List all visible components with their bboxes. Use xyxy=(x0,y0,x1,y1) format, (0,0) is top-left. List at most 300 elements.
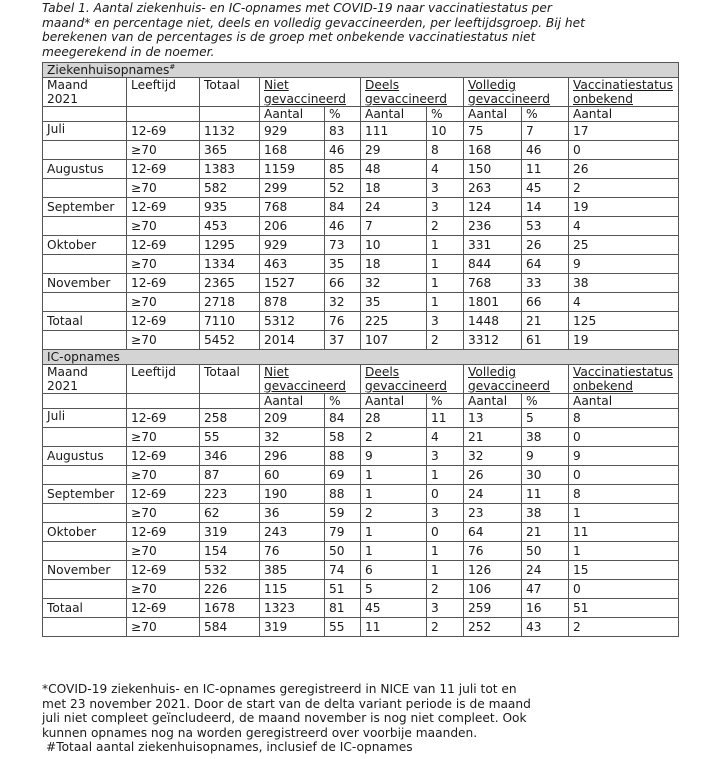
cell-leeftijd: ≥70 xyxy=(127,580,200,599)
header-leeftijd-text: Leeftijd xyxy=(131,78,176,92)
cell-totaal: 2365 xyxy=(200,274,260,293)
cell-deels-aantal: 24 xyxy=(361,198,427,217)
cell-volledig-aantal: 26 xyxy=(464,466,522,485)
cell-deels-pct: 1 xyxy=(427,561,464,580)
header-totaal-text: Totaal xyxy=(204,78,240,92)
cell-niet-pct: 35 xyxy=(325,255,361,274)
header-maand xyxy=(43,365,127,394)
subheader-empty xyxy=(200,107,260,122)
section-title-text: IC-opnames xyxy=(47,350,120,364)
cell-volledig-pct: 47 xyxy=(522,580,569,599)
cell-totaal: 532 xyxy=(200,561,260,580)
cell-deels-aantal: 35 xyxy=(361,293,427,312)
cell-deels-aantal: 2 xyxy=(361,504,427,523)
section-title-row xyxy=(43,350,679,365)
cell-totaal: 62 xyxy=(200,504,260,523)
subheader-percentage: % xyxy=(522,107,569,122)
cell-niet-aantal: 463 xyxy=(260,255,325,274)
cell-volledig-pct: 7 xyxy=(522,122,569,141)
table-row xyxy=(43,466,679,485)
cell-totaal: 2718 xyxy=(200,293,260,312)
subheader-row xyxy=(43,107,679,122)
cell-niet-pct: 55 xyxy=(325,618,361,637)
cell-niet-aantal: 1527 xyxy=(260,274,325,293)
cell-deels-pct: 1 xyxy=(427,466,464,485)
subheader-aantal: Aantal xyxy=(569,107,679,122)
cell-totaal: 87 xyxy=(200,466,260,485)
cell-niet-aantal: 929 xyxy=(260,236,325,255)
cell-volledig-aantal: 21 xyxy=(464,428,522,447)
cell-leeftijd: ≥70 xyxy=(127,466,200,485)
cell-deels-aantal: 225 xyxy=(361,312,427,331)
cell-volledig-aantal: 236 xyxy=(464,217,522,236)
cell-maand: September xyxy=(43,198,127,217)
cell-deels-pct: 2 xyxy=(427,331,464,350)
cell-niet-pct: 76 xyxy=(325,312,361,331)
cell-niet-pct: 32 xyxy=(325,293,361,312)
cell-deels-pct: 1 xyxy=(427,542,464,561)
cell-leeftijd: ≥70 xyxy=(127,542,200,561)
cell-leeftijd: ≥70 xyxy=(127,428,200,447)
header-volledig-gevaccineerd-text: Volledig gevaccineerd xyxy=(468,78,550,106)
cell-volledig-aantal: 331 xyxy=(464,236,522,255)
table-row xyxy=(43,312,679,331)
cell-deels-pct: 3 xyxy=(427,599,464,618)
cell-deels-pct: 11 xyxy=(427,409,464,428)
cell-deels-pct: 3 xyxy=(427,198,464,217)
cell-maand: Totaal xyxy=(43,599,127,618)
cell-volledig-aantal: 3312 xyxy=(464,331,522,350)
cell-volledig-pct: 53 xyxy=(522,217,569,236)
cell-niet-aantal: 60 xyxy=(260,466,325,485)
cell-leeftijd: 12-69 xyxy=(127,409,200,428)
cell-volledig-aantal: 23 xyxy=(464,504,522,523)
cell-volledig-pct: 21 xyxy=(522,312,569,331)
cell-onbekend-aantal: 1 xyxy=(569,542,679,561)
cell-deels-aantal: 1 xyxy=(361,485,427,504)
cell-onbekend-aantal: 51 xyxy=(569,599,679,618)
cell-deels-pct: 3 xyxy=(427,312,464,331)
cell-leeftijd: ≥70 xyxy=(127,141,200,160)
cell-maand: Augustus xyxy=(43,447,127,466)
cell-leeftijd: ≥70 xyxy=(127,504,200,523)
cell-maand xyxy=(43,217,127,236)
header-deels-gevaccineerd xyxy=(361,78,464,107)
cell-niet-pct: 88 xyxy=(325,447,361,466)
cell-onbekend-aantal: 0 xyxy=(569,428,679,447)
cell-deels-aantal: 32 xyxy=(361,274,427,293)
cell-volledig-aantal: 168 xyxy=(464,141,522,160)
cell-onbekend-aantal: 26 xyxy=(569,160,679,179)
cell-deels-pct: 3 xyxy=(427,504,464,523)
header-maand-text: Maand 2021 xyxy=(47,78,88,106)
cell-maand: Oktober xyxy=(43,523,127,542)
cell-volledig-aantal: 1801 xyxy=(464,293,522,312)
cell-onbekend-aantal: 125 xyxy=(569,312,679,331)
cell-deels-aantal: 1 xyxy=(361,542,427,561)
cell-onbekend-aantal: 8 xyxy=(569,485,679,504)
header-vaccinatiestatus-onbekend xyxy=(569,365,679,394)
cell-totaal: 154 xyxy=(200,542,260,561)
cell-deels-aantal: 9 xyxy=(361,447,427,466)
cell-onbekend-aantal: 11 xyxy=(569,523,679,542)
subheader-percentage: % xyxy=(427,107,464,122)
cell-volledig-pct: 64 xyxy=(522,255,569,274)
cell-deels-aantal: 29 xyxy=(361,141,427,160)
cell-maand xyxy=(43,141,127,160)
cell-deels-aantal: 28 xyxy=(361,409,427,428)
cell-volledig-pct: 11 xyxy=(522,485,569,504)
cell-onbekend-aantal: 2 xyxy=(569,618,679,637)
cell-deels-pct: 1 xyxy=(427,236,464,255)
cell-niet-pct: 51 xyxy=(325,580,361,599)
cell-volledig-aantal: 259 xyxy=(464,599,522,618)
cell-onbekend-aantal: 38 xyxy=(569,274,679,293)
cell-niet-aantal: 168 xyxy=(260,141,325,160)
cell-deels-pct: 8 xyxy=(427,141,464,160)
cell-niet-aantal: 36 xyxy=(260,504,325,523)
cell-niet-pct: 58 xyxy=(325,428,361,447)
cell-deels-pct: 2 xyxy=(427,618,464,637)
cell-onbekend-aantal: 0 xyxy=(569,466,679,485)
cell-niet-pct: 83 xyxy=(325,122,361,141)
cell-niet-aantal: 190 xyxy=(260,485,325,504)
cell-volledig-pct: 38 xyxy=(522,504,569,523)
cell-totaal: 1383 xyxy=(200,160,260,179)
cell-leeftijd: 12-69 xyxy=(127,599,200,618)
cell-leeftijd: 12-69 xyxy=(127,523,200,542)
cell-deels-pct: 1 xyxy=(427,274,464,293)
cell-totaal: 55 xyxy=(200,428,260,447)
cell-niet-pct: 50 xyxy=(325,542,361,561)
cell-volledig-pct: 61 xyxy=(522,331,569,350)
cell-onbekend-aantal: 4 xyxy=(569,293,679,312)
cell-niet-pct: 46 xyxy=(325,141,361,160)
cell-volledig-pct: 38 xyxy=(522,428,569,447)
table-caption: Tabel 1. Aantal ziekenhuis- en IC-opnames met COVID-19 naar vaccinatiestatus per maand* en percentage niet, deels en volledig gevaccineerden, per leeftijdsgroep. Bij het berekenen van de percentages is de groep met onbekende vaccinatiestatus niet meegerekend in de noemer. xyxy=(42,1,585,59)
cell-niet-aantal: 385 xyxy=(260,561,325,580)
table-row xyxy=(43,428,679,447)
cell-volledig-pct: 5 xyxy=(522,409,569,428)
table-row xyxy=(43,293,679,312)
cell-volledig-pct: 30 xyxy=(522,466,569,485)
table-row xyxy=(43,179,679,198)
cell-deels-pct: 4 xyxy=(427,160,464,179)
cell-volledig-aantal: 75 xyxy=(464,122,522,141)
cell-maand: Totaal xyxy=(43,312,127,331)
cell-deels-aantal: 2 xyxy=(361,428,427,447)
cell-volledig-pct: 50 xyxy=(522,542,569,561)
cell-leeftijd: ≥70 xyxy=(127,179,200,198)
cell-niet-pct: 84 xyxy=(325,409,361,428)
table-row xyxy=(43,580,679,599)
subheader-empty xyxy=(200,394,260,409)
table-row xyxy=(43,618,679,637)
cell-volledig-pct: 26 xyxy=(522,236,569,255)
subheader-row xyxy=(43,394,679,409)
header-volledig-gevaccineerd xyxy=(464,78,569,107)
cell-totaal: 223 xyxy=(200,485,260,504)
cell-totaal: 5452 xyxy=(200,331,260,350)
cell-maand xyxy=(43,428,127,447)
cell-volledig-pct: 45 xyxy=(522,179,569,198)
cell-volledig-pct: 16 xyxy=(522,599,569,618)
cell-totaal: 226 xyxy=(200,580,260,599)
cell-totaal: 1132 xyxy=(200,122,260,141)
cell-totaal: 584 xyxy=(200,618,260,637)
header-maand-text: Maand 2021 xyxy=(47,365,88,393)
table-row xyxy=(43,331,679,350)
table-row xyxy=(43,160,679,179)
cell-volledig-aantal: 263 xyxy=(464,179,522,198)
cell-onbekend-aantal: 1 xyxy=(569,504,679,523)
cell-onbekend-aantal: 4 xyxy=(569,217,679,236)
table-row xyxy=(43,447,679,466)
cell-totaal: 258 xyxy=(200,409,260,428)
cell-niet-pct: 73 xyxy=(325,236,361,255)
cell-volledig-aantal: 76 xyxy=(464,542,522,561)
cell-deels-aantal: 111 xyxy=(361,122,427,141)
cell-onbekend-aantal: 8 xyxy=(569,409,679,428)
cell-volledig-aantal: 13 xyxy=(464,409,522,428)
cell-niet-aantal: 768 xyxy=(260,198,325,217)
cell-volledig-aantal: 64 xyxy=(464,523,522,542)
cell-deels-aantal: 11 xyxy=(361,618,427,637)
header-niet-gevaccineerd xyxy=(260,78,361,107)
cell-leeftijd: 12-69 xyxy=(127,236,200,255)
subheader-empty xyxy=(127,394,200,409)
cell-deels-aantal: 1 xyxy=(361,466,427,485)
section-title-mark: # xyxy=(169,62,176,71)
cell-totaal: 1295 xyxy=(200,236,260,255)
cell-deels-aantal: 10 xyxy=(361,236,427,255)
subheader-percentage: % xyxy=(427,394,464,409)
cell-volledig-aantal: 768 xyxy=(464,274,522,293)
cell-maand: Augustus xyxy=(43,160,127,179)
cell-totaal: 1678 xyxy=(200,599,260,618)
cell-volledig-aantal: 1448 xyxy=(464,312,522,331)
subheader-empty xyxy=(43,394,127,409)
cell-niet-pct: 69 xyxy=(325,466,361,485)
cell-niet-aantal: 1159 xyxy=(260,160,325,179)
cell-onbekend-aantal: 9 xyxy=(569,255,679,274)
cell-deels-aantal: 48 xyxy=(361,160,427,179)
cell-leeftijd: 12-69 xyxy=(127,122,200,141)
cell-maand xyxy=(43,293,127,312)
cell-volledig-pct: 43 xyxy=(522,618,569,637)
cell-maand: Juli xyxy=(43,122,127,141)
cell-niet-pct: 85 xyxy=(325,160,361,179)
cell-maand xyxy=(43,466,127,485)
header-leeftijd xyxy=(127,78,200,107)
cell-deels-pct: 2 xyxy=(427,217,464,236)
cell-niet-pct: 66 xyxy=(325,274,361,293)
cell-deels-aantal: 6 xyxy=(361,561,427,580)
cell-leeftijd: 12-69 xyxy=(127,160,200,179)
header-volledig-gevaccineerd xyxy=(464,365,569,394)
header-totaal xyxy=(200,365,260,394)
table-row xyxy=(43,523,679,542)
table-row xyxy=(43,504,679,523)
section-title xyxy=(43,63,679,78)
cell-maand: November xyxy=(43,274,127,293)
header-vaccinatiestatus-onbekend xyxy=(569,78,679,107)
cell-deels-pct: 3 xyxy=(427,447,464,466)
section-title-text: Ziekenhuisopnames xyxy=(47,63,170,77)
table-row xyxy=(43,122,679,141)
cell-totaal: 453 xyxy=(200,217,260,236)
cell-totaal: 7110 xyxy=(200,312,260,331)
cell-leeftijd: ≥70 xyxy=(127,217,200,236)
cell-niet-aantal: 76 xyxy=(260,542,325,561)
cell-leeftijd: 12-69 xyxy=(127,274,200,293)
cell-maand xyxy=(43,331,127,350)
cell-niet-pct: 46 xyxy=(325,217,361,236)
subheader-aantal: Aantal xyxy=(260,394,325,409)
cell-deels-aantal: 1 xyxy=(361,523,427,542)
cell-niet-aantal: 299 xyxy=(260,179,325,198)
cell-maand xyxy=(43,618,127,637)
subheader-percentage: % xyxy=(325,107,361,122)
footnote-total: #Totaal aantal ziekenhuisopnames, inclusief de IC-opnames xyxy=(46,740,413,755)
cell-maand xyxy=(43,255,127,274)
cell-maand xyxy=(43,179,127,198)
cell-onbekend-aantal: 0 xyxy=(569,141,679,160)
cell-deels-pct: 1 xyxy=(427,293,464,312)
cell-volledig-pct: 46 xyxy=(522,141,569,160)
cell-niet-aantal: 296 xyxy=(260,447,325,466)
cell-onbekend-aantal: 25 xyxy=(569,236,679,255)
subheader-percentage: % xyxy=(522,394,569,409)
header-leeftijd-text: Leeftijd xyxy=(131,365,176,379)
cell-deels-pct: 10 xyxy=(427,122,464,141)
cell-maand: Oktober xyxy=(43,236,127,255)
table-row xyxy=(43,485,679,504)
cell-volledig-aantal: 124 xyxy=(464,198,522,217)
header-leeftijd xyxy=(127,365,200,394)
cell-volledig-aantal: 252 xyxy=(464,618,522,637)
cell-totaal: 346 xyxy=(200,447,260,466)
cell-niet-pct: 84 xyxy=(325,198,361,217)
cell-leeftijd: ≥70 xyxy=(127,618,200,637)
cell-volledig-aantal: 126 xyxy=(464,561,522,580)
cell-volledig-pct: 66 xyxy=(522,293,569,312)
cell-totaal: 582 xyxy=(200,179,260,198)
subheader-aantal: Aantal xyxy=(464,394,522,409)
table-row xyxy=(43,236,679,255)
table-row xyxy=(43,274,679,293)
cell-totaal: 1334 xyxy=(200,255,260,274)
cell-maand xyxy=(43,580,127,599)
cell-niet-pct: 59 xyxy=(325,504,361,523)
cell-deels-pct: 0 xyxy=(427,523,464,542)
cell-onbekend-aantal: 19 xyxy=(569,198,679,217)
table-row xyxy=(43,561,679,580)
header-niet-gevaccineerd-text: Niet gevaccineerd xyxy=(264,365,346,393)
cell-leeftijd: 12-69 xyxy=(127,447,200,466)
cell-totaal: 365 xyxy=(200,141,260,160)
cell-niet-aantal: 929 xyxy=(260,122,325,141)
cell-leeftijd: 12-69 xyxy=(127,485,200,504)
cell-volledig-pct: 9 xyxy=(522,447,569,466)
cell-maand: Juli xyxy=(43,409,127,428)
cell-deels-aantal: 18 xyxy=(361,255,427,274)
cell-deels-pct: 1 xyxy=(427,255,464,274)
cell-deels-pct: 2 xyxy=(427,580,464,599)
cell-niet-aantal: 32 xyxy=(260,428,325,447)
cell-volledig-pct: 21 xyxy=(522,523,569,542)
table-row xyxy=(43,217,679,236)
cell-onbekend-aantal: 2 xyxy=(569,179,679,198)
cell-maand: September xyxy=(43,485,127,504)
cell-niet-aantal: 206 xyxy=(260,217,325,236)
table-row xyxy=(43,599,679,618)
cell-volledig-pct: 24 xyxy=(522,561,569,580)
cell-niet-pct: 74 xyxy=(325,561,361,580)
cell-deels-pct: 3 xyxy=(427,179,464,198)
table-row xyxy=(43,409,679,428)
cell-volledig-pct: 11 xyxy=(522,160,569,179)
header-vaccinatiestatus-onbekend-text: Vaccinatiestatus onbekend xyxy=(573,365,673,393)
cell-deels-aantal: 45 xyxy=(361,599,427,618)
admissions-table xyxy=(42,62,679,637)
header-volledig-gevaccineerd-text: Volledig gevaccineerd xyxy=(468,365,550,393)
cell-deels-aantal: 107 xyxy=(361,331,427,350)
subheader-aantal: Aantal xyxy=(361,107,427,122)
cell-onbekend-aantal: 17 xyxy=(569,122,679,141)
subheader-percentage: % xyxy=(325,394,361,409)
cell-niet-aantal: 878 xyxy=(260,293,325,312)
subheader-aantal: Aantal xyxy=(569,394,679,409)
cell-maand xyxy=(43,542,127,561)
cell-niet-aantal: 319 xyxy=(260,618,325,637)
header-maand xyxy=(43,78,127,107)
header-deels-gevaccineerd xyxy=(361,365,464,394)
table-row xyxy=(43,542,679,561)
footnote-period: *COVID-19 ziekenhuis- en IC-opnames geregistreerd in NICE van 11 juli tot en met 23 november 2021. Door de start van de delta variant periode is de maand juli niet compleet geïncludeerd, de maand november is nog niet compleet. Ook kunnen opnames nog na worden geregistreerd over voorbije maanden. xyxy=(42,682,531,740)
section-title xyxy=(43,350,679,365)
subheader-aantal: Aantal xyxy=(361,394,427,409)
cell-volledig-aantal: 150 xyxy=(464,160,522,179)
header-deels-gevaccineerd-text: Deels gevaccineerd xyxy=(365,78,447,106)
cell-volledig-pct: 14 xyxy=(522,198,569,217)
table-row xyxy=(43,141,679,160)
cell-niet-aantal: 209 xyxy=(260,409,325,428)
cell-onbekend-aantal: 15 xyxy=(569,561,679,580)
subheader-empty xyxy=(43,107,127,122)
header-vaccinatiestatus-onbekend-text: Vaccinatiestatus onbekend xyxy=(573,78,673,106)
cell-volledig-aantal: 106 xyxy=(464,580,522,599)
cell-deels-aantal: 7 xyxy=(361,217,427,236)
header-niet-gevaccineerd-text: Niet gevaccineerd xyxy=(264,78,346,106)
cell-onbekend-aantal: 9 xyxy=(569,447,679,466)
cell-volledig-aantal: 32 xyxy=(464,447,522,466)
subheader-aantal: Aantal xyxy=(260,107,325,122)
cell-deels-aantal: 18 xyxy=(361,179,427,198)
cell-onbekend-aantal: 0 xyxy=(569,580,679,599)
header-totaal xyxy=(200,78,260,107)
cell-deels-pct: 4 xyxy=(427,428,464,447)
table-row xyxy=(43,255,679,274)
cell-niet-pct: 88 xyxy=(325,485,361,504)
table-row xyxy=(43,198,679,217)
cell-leeftijd: 12-69 xyxy=(127,312,200,331)
cell-niet-pct: 79 xyxy=(325,523,361,542)
header-niet-gevaccineerd xyxy=(260,365,361,394)
cell-onbekend-aantal: 19 xyxy=(569,331,679,350)
cell-leeftijd: ≥70 xyxy=(127,331,200,350)
header-totaal-text: Totaal xyxy=(204,365,240,379)
